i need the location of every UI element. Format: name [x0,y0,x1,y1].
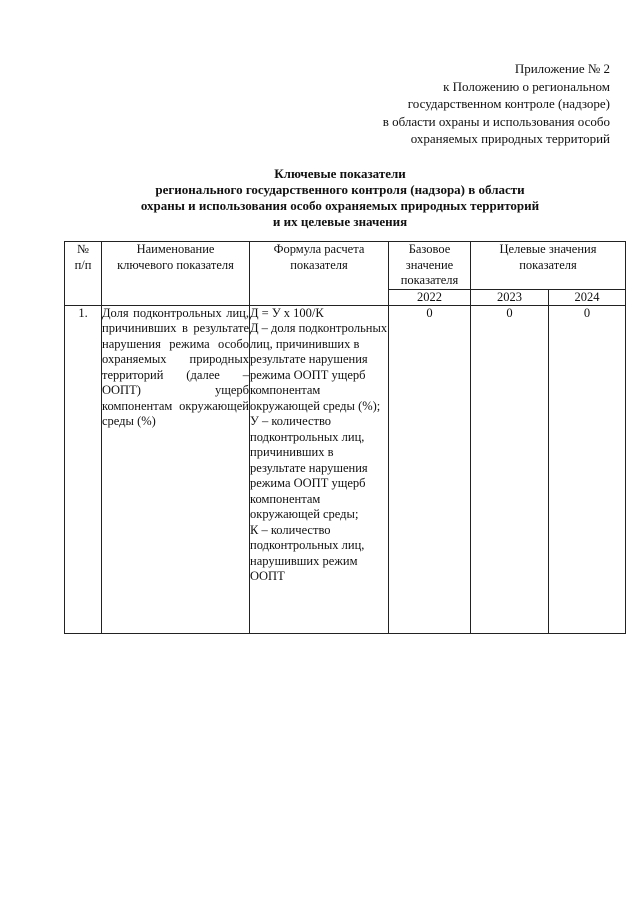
appendix-line: в области охраны и использования особо [382,113,610,129]
appendix-line: к Положению о региональном [443,78,610,94]
row-indicator-name: Доля подконтрольных лиц, причинивших в результате нарушения режима особо охраняемых природных территорий (далее – ООПТ) ущерб компонентам окружающей среды (%) [102,305,250,633]
title-line: и их целевые значения [272,214,408,229]
row-base-value: 0 [389,305,471,633]
row-formula [250,305,389,633]
header-base-value: Базовое значение показателя [389,242,471,290]
header-target-values: Целевые значения показателя [471,242,626,290]
table-header-row [65,242,626,290]
header-formula: Формула расчета показателя [250,242,389,306]
formula-definition-d: Д – доля подконтрольных лиц, причинивших в результате нарушения режима ООПТ ущерб компонентам окружающей среды (%); [250,321,388,413]
header-year-target-2: 2024 [549,289,626,305]
title-line: Ключевые показатели [274,166,406,181]
appendix-line: государственном контроле (надзоре) [407,96,610,111]
appendix-line: охраняемых природных территорий [410,131,610,146]
row-target-value-2023: 0 [471,305,549,633]
appendix-header [280,60,610,148]
table-row [65,305,626,633]
header-year-target-1: 2023 [471,289,549,305]
formula-definition-k: К – количество подконтрольных лиц, нарушивших режим ООПТ [250,522,365,583]
document-title [80,166,600,230]
formula-expression: Д = У х 100/К [250,305,324,320]
header-year-base: 2022 [389,289,471,305]
header-number: № п/п [65,242,102,306]
title-line: охраны и использования особо охраняемых природных территорий [140,198,540,213]
formula-definition-u: У – количество подконтрольных лиц, причинивших в результате нарушения режима ООПТ ущерб компонентам окружающей среды; [250,414,368,521]
kpi-table [64,241,626,634]
header-name: Наименование ключевого показателя [102,242,250,306]
appendix-line: Приложение № 2 [514,61,610,76]
title-line: регионального государственного контроля (надзора) в области [155,182,525,197]
row-target-value-2024: 0 [549,305,626,633]
row-number: 1. [65,305,102,633]
